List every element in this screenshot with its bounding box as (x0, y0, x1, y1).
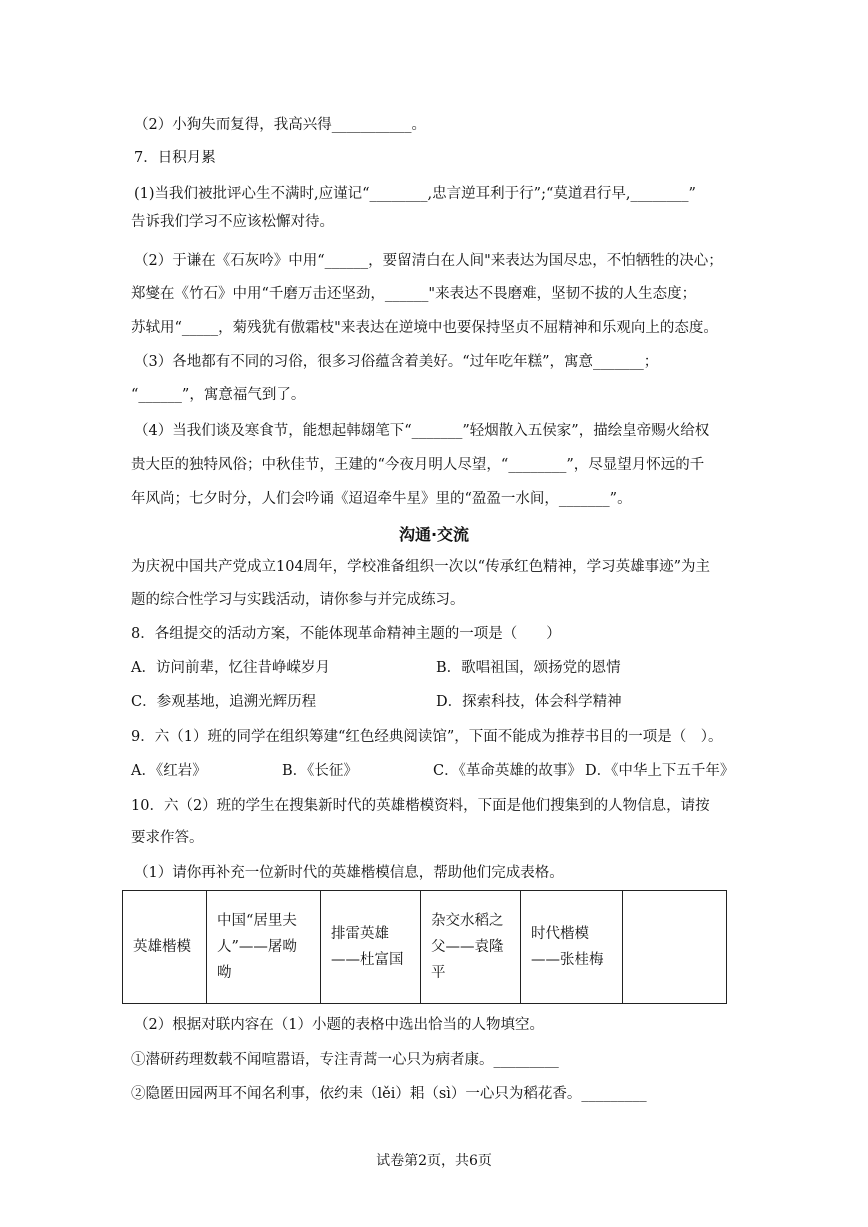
l17: 10．六（2）班的学生在搜集新时代的英雄楷模资料，下面是他们搜集到的人物信息，请按 (131, 798, 710, 814)
page-footer: 试卷第2页，共6页 (376, 1153, 492, 1169)
l05: （2）于谦在《石灰吟》中用“______，要留清白在人间"来表达为国尽忠，不怕牺牲的决心； (134, 253, 723, 269)
hero-cell-tu-youyou: 中国“居里夫 人”——屠呦 呦 (207, 891, 321, 1004)
hero-cell-yuan-longping: 杂交水稻之 父——袁隆 平 (421, 891, 521, 1004)
hero-table (122, 890, 727, 1004)
q9-option-c: C．《革命英雄的故事》 (433, 763, 582, 779)
l04: 告诉我们学习不应该松懈对待。 (131, 214, 334, 230)
l21: ①潜研药理数载不闻喧嚣语，专注青蒿一心只为病者康。_________ (131, 1052, 559, 1068)
l11: 贵大臣的独特风俗；中秋佳节，王建的“今夜月明人尽望，“________”，尽显望月怀远的千 (131, 457, 705, 473)
l16: 9．六（1）班的同学在组织筹建“红色经典阅读馆”，下面不能成为推荐书目的一项是（ ）。 (131, 729, 723, 745)
l03: (1)当我们被批评心生不满时,应谨记“________,忠言逆耳利于行”;“莫道君行早,________” (134, 186, 696, 202)
hero-cell-zhang-guimei: 时代楷模 ——张桂梅 (521, 891, 623, 1004)
q9-option-b: B．《长征》 (282, 763, 358, 779)
q8-option-a: A．访问前辈，忆往昔峥嵘岁月 (131, 660, 330, 676)
l02: 7．日积月累 (134, 150, 216, 166)
l19: （1）请你再补充一位新时代的英雄楷模信息，帮助他们完成表格。 (134, 865, 564, 881)
l13: 为庆祝中国共产党成立104周年，学校准备组织一次以“传承红色精神，学习英雄事迹”为主 (131, 559, 710, 575)
l10: （4）当我们谈及寒食节，能想起韩翃笔下“_______”轻烟散入五侯家”，描绘皇帝赐火给权 (134, 423, 710, 439)
q9-option-d: D．《中华上下五千年》 (585, 763, 735, 779)
l15: 8．各组提交的活动方案，不能体现革命精神主题的一项是（ ） (131, 626, 561, 642)
l22: ②隐匿田园两耳不闻名利事，依约耒（lěi）耜（sì）一心只为稻花香。_________ (131, 1086, 647, 1102)
l12: 年风尚；七夕时分，人们会吟诵《迢迢牵牛星》里的“盈盈一水间，_______”。 (131, 491, 632, 507)
l18: 要求作答。 (131, 830, 204, 846)
q8-option-b: B．歌唱祖国，颂扬党的恩情 (436, 660, 621, 676)
l09: “______”，寓意福气到了。 (131, 387, 306, 403)
l08: （3）各地都有不同的习俗，很多习俗蕴含着美好。“过年吃年糕”，寓意_______； (134, 354, 659, 370)
hero-cell-blank[interactable] (623, 891, 727, 1004)
hero-table-row (123, 891, 727, 1004)
hero-cell-du-fuguo: 排雷英雄 ——杜富国 (321, 891, 421, 1004)
q8-option-c: C．参观基地，追溯光辉历程 (131, 694, 317, 710)
l20: （2）根据对联内容在（1）小题的表格中选出恰当的人物填空。 (134, 1017, 544, 1033)
l14: 题的综合性学习与实践活动，请你参与并完成练习。 (131, 592, 465, 608)
q9-option-a: A．《红岩》 (131, 763, 207, 779)
hero-table-header: 英雄楷模 (123, 891, 207, 1004)
l07: 苏轼用“_____，菊残犹有傲霜枝"来表达在逆境中也要保持坚贞不屈精神和乐观向上的态度。 (131, 320, 718, 336)
section-title: 沟通·交流 (398, 525, 470, 544)
q8-option-d: D．探索科技，体会科学精神 (436, 694, 622, 710)
l06: 郑燮在《竹石》中用“千磨万击还坚劲，______"来表达不畏磨难，坚韧不拔的人生态度； (131, 286, 697, 302)
l01: （2）小狗失而复得，我高兴得___________。 (134, 117, 426, 133)
